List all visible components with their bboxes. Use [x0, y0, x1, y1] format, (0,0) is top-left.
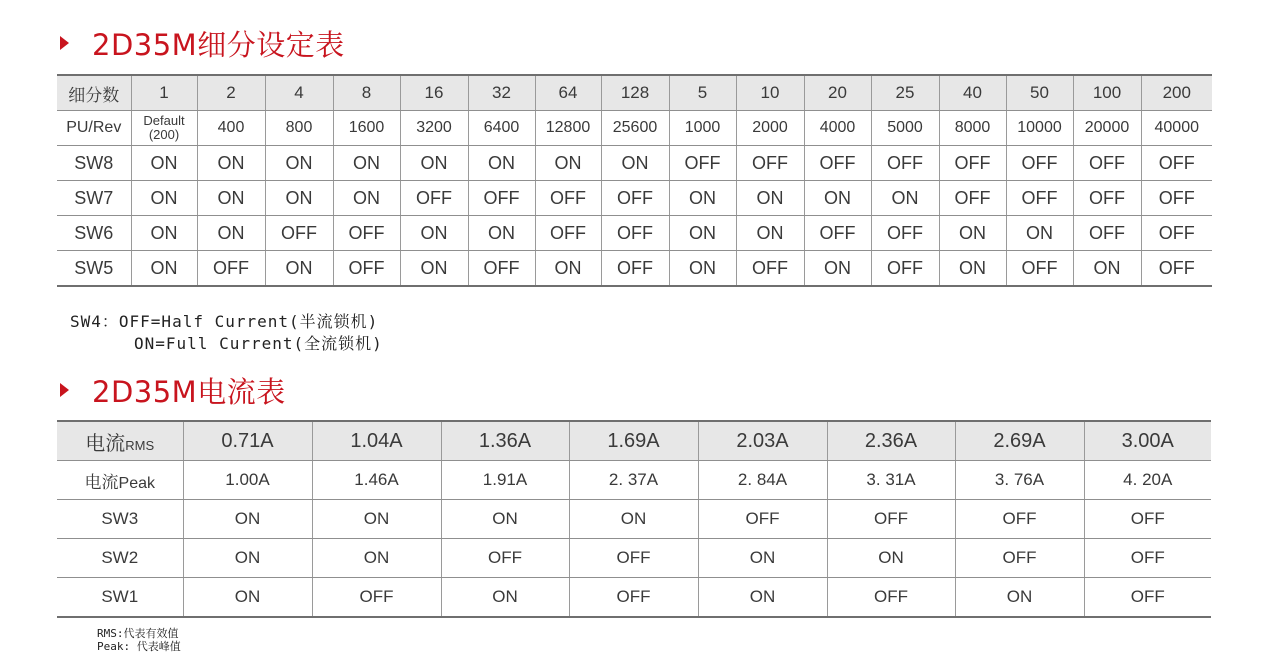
switch-state-cell: OFF — [871, 251, 939, 287]
switch-state-cell: OFF — [468, 181, 535, 216]
switch-row-sw5 — [57, 251, 1212, 287]
switch-row-label: SW7 — [57, 181, 131, 216]
switch-state-cell: ON — [669, 181, 736, 216]
rms-value-cell: 1.04A — [312, 421, 441, 461]
microstep-value-cell: 5 — [669, 75, 736, 111]
switch-row-label: SW8 — [57, 146, 131, 181]
switch-state-cell: OFF — [871, 146, 939, 181]
pulse-value-cell: 8000 — [939, 111, 1006, 146]
microstep-table — [57, 74, 1212, 287]
switch-state-cell: OFF — [1006, 181, 1073, 216]
switch-state-cell: ON — [939, 216, 1006, 251]
microstep-value-cell: 8 — [333, 75, 400, 111]
switch-state-cell: ON — [698, 578, 827, 618]
pulse-value-cell: 10000 — [1006, 111, 1073, 146]
rms-label-cn: 电流 — [85, 432, 126, 455]
pulse-value-cell: 400 — [197, 111, 265, 146]
switch-state-cell: ON — [1073, 251, 1141, 287]
default-pulse-cell — [131, 111, 197, 146]
switch-state-cell: OFF — [468, 251, 535, 287]
peak-value-cell: 4. 20A — [1084, 461, 1211, 500]
rms-current-row — [57, 421, 1211, 461]
microstep-value-cell: 128 — [601, 75, 669, 111]
switch-state-cell: OFF — [698, 500, 827, 539]
switch-state-cell: ON — [131, 146, 197, 181]
switch-state-cell: OFF — [601, 216, 669, 251]
switch-state-cell: OFF — [569, 578, 698, 618]
microstep-section-title — [60, 23, 345, 63]
pulse-value-cell: 4000 — [804, 111, 871, 146]
switch-state-cell: ON — [939, 251, 1006, 287]
switch-state-cell: ON — [131, 251, 197, 287]
microstep-value-cell: 32 — [468, 75, 535, 111]
switch-state-cell: ON — [333, 181, 400, 216]
peak-value-cell: 2. 84A — [698, 461, 827, 500]
microstep-value-cell: 16 — [400, 75, 468, 111]
switch-state-cell: ON — [197, 181, 265, 216]
switch-state-cell: OFF — [1141, 146, 1212, 181]
switch-state-cell: ON — [131, 181, 197, 216]
switch-row-sw2 — [57, 539, 1211, 578]
switch-state-cell: OFF — [441, 539, 569, 578]
peak-row-label — [57, 461, 183, 500]
pulse-value-cell: 12800 — [535, 111, 601, 146]
rms-value-cell: 2.69A — [955, 421, 1084, 461]
current-title-text: 2D35M电流表 — [92, 374, 286, 409]
pulse-value-cell: 6400 — [468, 111, 535, 146]
switch-state-cell: ON — [804, 251, 871, 287]
switch-state-cell: OFF — [939, 181, 1006, 216]
microstep-value-cell: 2 — [197, 75, 265, 111]
pulse-value-cell: 40000 — [1141, 111, 1212, 146]
switch-state-cell: ON — [441, 500, 569, 539]
switch-state-cell: ON — [183, 578, 312, 618]
microstep-value-cell: 64 — [535, 75, 601, 111]
switch-state-cell: OFF — [601, 251, 669, 287]
switch-state-cell: ON — [400, 216, 468, 251]
switch-state-cell: ON — [468, 216, 535, 251]
legend-peak: Peak: 代表峰值 — [97, 640, 181, 653]
legend-rms: RMS:代表有效值 — [97, 627, 179, 640]
triangle-right-icon — [60, 36, 69, 50]
microstep-value-cell: 40 — [939, 75, 1006, 111]
switch-state-cell: ON — [441, 578, 569, 618]
microstep-header-label: 细分数 — [57, 75, 131, 111]
switch-state-cell: OFF — [197, 251, 265, 287]
switch-state-cell: ON — [265, 181, 333, 216]
switch-row-sw3 — [57, 500, 1211, 539]
peak-current-row — [57, 461, 1211, 500]
pulse-value-cell: 800 — [265, 111, 333, 146]
microstep-value-cell: 1 — [131, 75, 197, 111]
triangle-right-icon — [60, 383, 69, 397]
switch-state-cell: ON — [569, 500, 698, 539]
switch-state-cell: OFF — [1084, 539, 1211, 578]
rms-value-cell: 1.36A — [441, 421, 569, 461]
switch-state-cell: OFF — [1006, 146, 1073, 181]
switch-state-cell: OFF — [535, 181, 601, 216]
switch-state-cell: OFF — [1141, 251, 1212, 287]
switch-state-cell: OFF — [1073, 181, 1141, 216]
switch-state-cell: ON — [871, 181, 939, 216]
switch-state-cell: OFF — [1084, 578, 1211, 618]
microstep-value-cell: 50 — [1006, 75, 1073, 111]
peak-value-cell: 1.46A — [312, 461, 441, 500]
pulse-value-cell: 25600 — [601, 111, 669, 146]
microstep-value-cell: 25 — [871, 75, 939, 111]
switch-row-label: SW6 — [57, 216, 131, 251]
switch-state-cell: ON — [400, 251, 468, 287]
switch-state-cell: OFF — [1141, 181, 1212, 216]
switch-row-sw1 — [57, 578, 1211, 618]
microstep-header-row — [57, 75, 1212, 111]
rms-label-en: RMS — [125, 437, 155, 453]
current-table — [57, 420, 1211, 618]
switch-state-cell: ON — [669, 216, 736, 251]
switch-state-cell: ON — [312, 500, 441, 539]
rms-value-cell: 0.71A — [183, 421, 312, 461]
peak-label-en: Peak — [118, 474, 155, 492]
pulse-per-rev-label: PU/Rev — [57, 111, 131, 146]
switch-state-cell: ON — [400, 146, 468, 181]
peak-value-cell: 3. 76A — [955, 461, 1084, 500]
switch-state-cell: OFF — [939, 146, 1006, 181]
microstep-value-cell: 20 — [804, 75, 871, 111]
pulse-value-cell: 1000 — [669, 111, 736, 146]
switch-state-cell: OFF — [535, 216, 601, 251]
switch-row-label: SW1 — [57, 578, 183, 618]
switch-state-cell: OFF — [312, 578, 441, 618]
current-section-title — [60, 370, 286, 410]
switch-state-cell: ON — [333, 146, 400, 181]
rms-value-cell: 2.03A — [698, 421, 827, 461]
pulse-value-cell: 5000 — [871, 111, 939, 146]
switch-state-cell: ON — [197, 216, 265, 251]
switch-state-cell: OFF — [569, 539, 698, 578]
microstep-title-text: 2D35M细分设定表 — [92, 27, 345, 62]
microstep-value-cell: 200 — [1141, 75, 1212, 111]
default-value: (200) — [148, 127, 180, 142]
switch-state-cell: ON — [265, 146, 333, 181]
legend-note — [97, 627, 181, 653]
switch-state-cell: ON — [183, 500, 312, 539]
sw4-note-line1: SW4：OFF=Half Current(半流锁机) — [70, 312, 379, 331]
switch-row-sw8 — [57, 146, 1212, 181]
rms-value-cell: 3.00A — [1084, 421, 1211, 461]
switch-row-label: SW3 — [57, 500, 183, 539]
switch-state-cell: ON — [736, 181, 804, 216]
switch-state-cell: ON — [197, 146, 265, 181]
pulse-value-cell: 20000 — [1073, 111, 1141, 146]
switch-state-cell: ON — [955, 578, 1084, 618]
switch-state-cell: OFF — [736, 146, 804, 181]
pulse-value-cell: 3200 — [400, 111, 468, 146]
rms-row-label — [57, 421, 183, 461]
switch-state-cell: ON — [601, 146, 669, 181]
switch-state-cell: ON — [312, 539, 441, 578]
switch-state-cell: OFF — [1141, 216, 1212, 251]
switch-row-label: SW2 — [57, 539, 183, 578]
switch-state-cell: OFF — [955, 500, 1084, 539]
switch-state-cell: OFF — [333, 251, 400, 287]
switch-state-cell: ON — [183, 539, 312, 578]
peak-label-cn: 电流 — [84, 472, 119, 492]
pulse-per-rev-row — [57, 111, 1212, 146]
microstep-value-cell: 4 — [265, 75, 333, 111]
switch-state-cell: OFF — [1073, 216, 1141, 251]
switch-state-cell: ON — [535, 146, 601, 181]
switch-state-cell: ON — [804, 181, 871, 216]
switch-state-cell: OFF — [400, 181, 468, 216]
peak-value-cell: 1.00A — [183, 461, 312, 500]
switch-state-cell: OFF — [871, 216, 939, 251]
peak-value-cell: 1.91A — [441, 461, 569, 500]
pulse-value-cell: 2000 — [736, 111, 804, 146]
switch-state-cell: ON — [698, 539, 827, 578]
switch-state-cell: ON — [669, 251, 736, 287]
switch-state-cell: ON — [1006, 216, 1073, 251]
sw4-note — [70, 311, 383, 355]
microstep-value-cell: 10 — [736, 75, 804, 111]
switch-state-cell: OFF — [827, 500, 955, 539]
switch-state-cell: OFF — [1073, 146, 1141, 181]
switch-state-cell: OFF — [333, 216, 400, 251]
switch-state-cell: ON — [827, 539, 955, 578]
peak-value-cell: 3. 31A — [827, 461, 955, 500]
switch-state-cell: OFF — [265, 216, 333, 251]
default-label: Default — [143, 113, 185, 128]
switch-state-cell: OFF — [1006, 251, 1073, 287]
switch-state-cell: ON — [265, 251, 333, 287]
switch-state-cell: ON — [131, 216, 197, 251]
switch-state-cell: ON — [736, 216, 804, 251]
pulse-value-cell: 1600 — [333, 111, 400, 146]
peak-value-cell: 2. 37A — [569, 461, 698, 500]
microstep-value-cell: 100 — [1073, 75, 1141, 111]
switch-state-cell: OFF — [669, 146, 736, 181]
switch-row-sw6 — [57, 216, 1212, 251]
switch-state-cell: OFF — [955, 539, 1084, 578]
switch-state-cell: OFF — [601, 181, 669, 216]
switch-state-cell: OFF — [827, 578, 955, 618]
switch-state-cell: OFF — [804, 146, 871, 181]
switch-state-cell: ON — [468, 146, 535, 181]
switch-row-label: SW5 — [57, 251, 131, 287]
rms-value-cell: 2.36A — [827, 421, 955, 461]
switch-state-cell: OFF — [1084, 500, 1211, 539]
rms-value-cell: 1.69A — [569, 421, 698, 461]
switch-state-cell: OFF — [804, 216, 871, 251]
sw4-note-line2: ON=Full Current(全流锁机) — [134, 334, 383, 353]
switch-state-cell: ON — [535, 251, 601, 287]
switch-state-cell: OFF — [736, 251, 804, 287]
switch-row-sw7 — [57, 181, 1212, 216]
